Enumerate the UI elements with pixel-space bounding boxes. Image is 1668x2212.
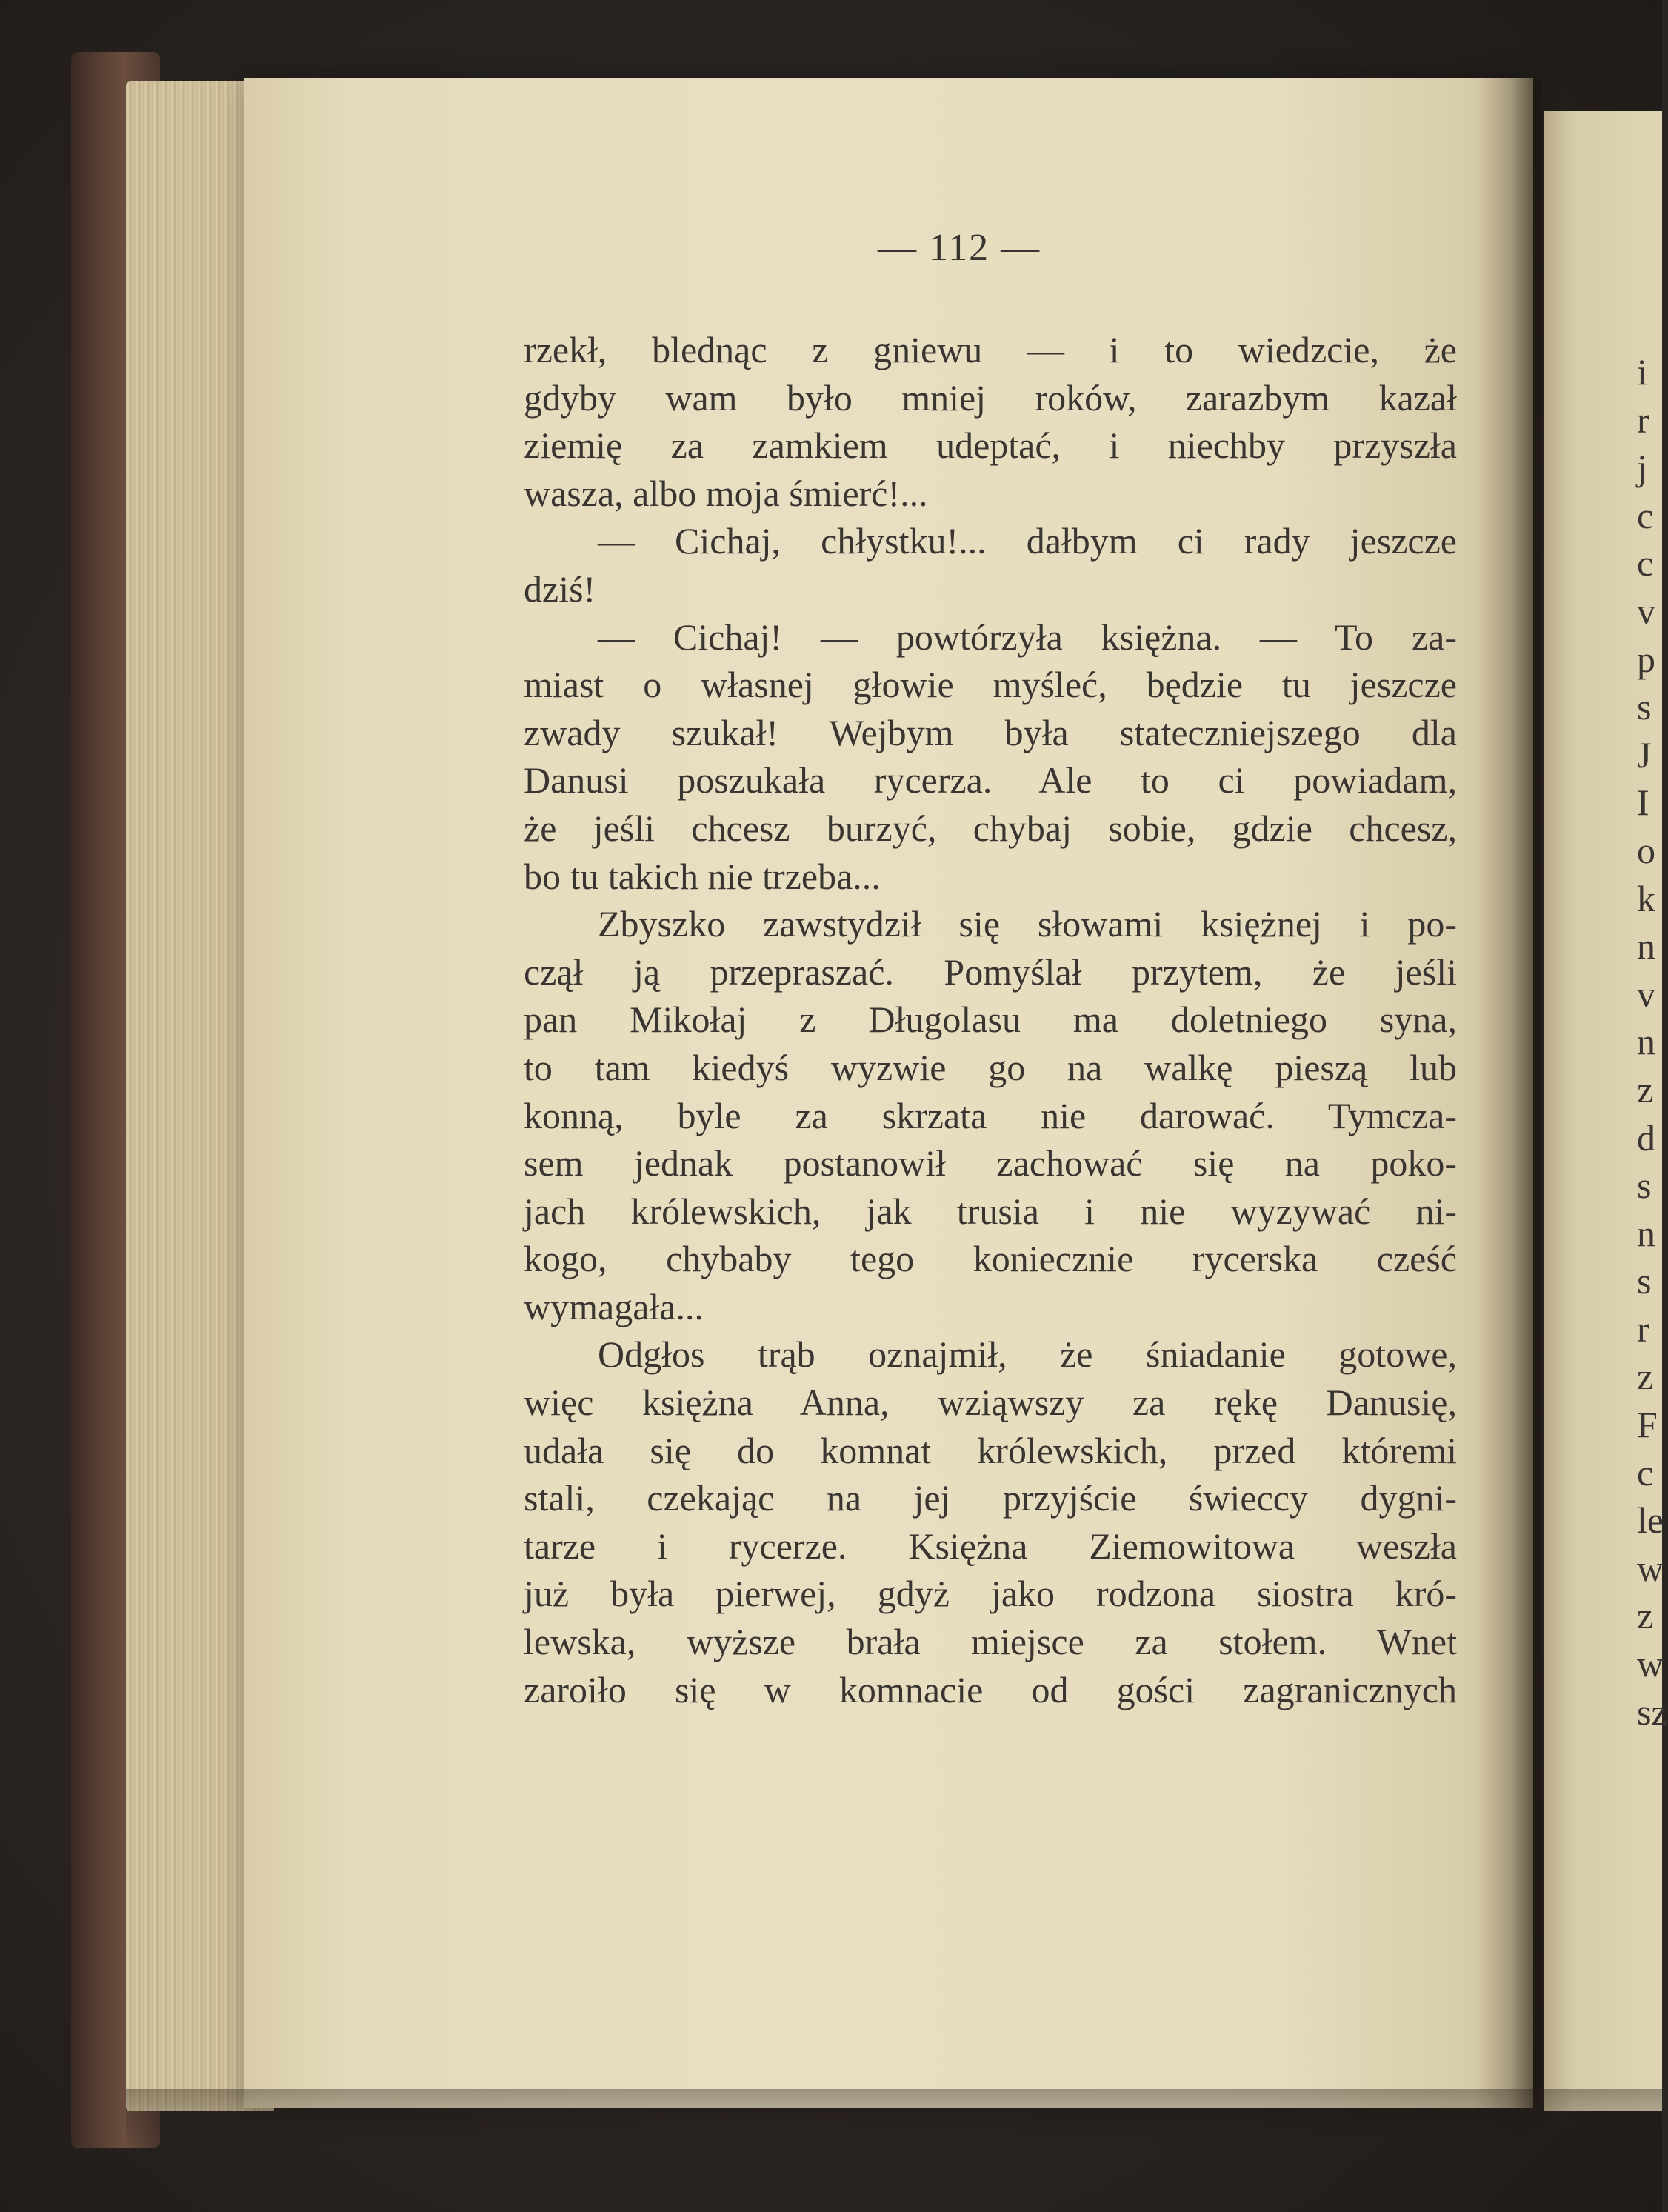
- facing-text-fragment: le: [1637, 1499, 1664, 1542]
- book-gutter: [1474, 78, 1541, 2108]
- facing-text-fragment: j: [1637, 447, 1647, 489]
- text-line: czął ją przepraszać. Pomyślał przytem, że jeśli: [524, 950, 1457, 993]
- facing-text-fragment: k: [1637, 877, 1655, 919]
- text-line: zwady szukał! Wejbym była stateczniejszego dla: [524, 711, 1457, 753]
- text-line: Odgłos trąb oznajmił, że śniadanie gotowe,: [598, 1333, 1457, 1376]
- facing-text-fragment: n: [1637, 1021, 1655, 1063]
- text-line: bo tu takich nie trzeba...: [524, 855, 881, 897]
- text-line: pan Mikołaj z Długolasu ma doletniego syna,: [524, 999, 1457, 1041]
- facing-text-fragment: s: [1637, 1260, 1652, 1302]
- facing-text-fragment: c: [1637, 494, 1654, 536]
- bottom-shadow: [126, 2089, 1662, 2148]
- facing-text-fragment: n: [1637, 1212, 1655, 1254]
- facing-text-fragment: r: [1637, 399, 1649, 441]
- text-line: wymagała...: [524, 1285, 704, 1327]
- facing-text-fragment: v: [1637, 590, 1655, 632]
- facing-text-fragment: n: [1637, 925, 1655, 967]
- text-line: rzekł, blednąc z gniewu — i to wiedzcie, że: [524, 329, 1457, 370]
- text-line: kogo, chybaby tego koniecznie rycerska cześć: [524, 1238, 1457, 1280]
- facing-text-fragment: z: [1637, 1595, 1654, 1637]
- text-line: Zbyszko zawstydził się słowami księżnej i po-: [598, 903, 1457, 945]
- page-number: — 112 —: [878, 227, 1041, 269]
- facing-text-fragment: c: [1637, 542, 1654, 584]
- text-line: to tam kiedyś wyzwie go na walkę pieszą lub: [524, 1046, 1457, 1088]
- facing-text-fragment: w: [1637, 1643, 1664, 1685]
- text-line: że jeśli chcesz burzyć, chybaj sobie, gdzie chcesz,: [524, 807, 1457, 849]
- text-line: stali, czekając na jej przyjście świeccy dygni-: [524, 1477, 1457, 1519]
- page-text: [524, 326, 1457, 1713]
- facing-text-fragment: z: [1637, 1068, 1654, 1110]
- facing-text-fragment: s: [1637, 1165, 1652, 1207]
- text-line: tarze i rycerze. Księżna Ziemowitowa weszła: [524, 1525, 1457, 1567]
- facing-text-fragment: F: [1637, 1404, 1658, 1446]
- facing-page-text: [1637, 348, 1668, 1736]
- facing-text-fragment: s: [1637, 686, 1652, 728]
- facing-text-fragment: o: [1637, 829, 1655, 871]
- facing-text-fragment: w: [1637, 1547, 1664, 1589]
- text-line: Danusi poszukała rycerza. Ale to ci powiadam,: [524, 759, 1457, 802]
- text-line: dziś!: [524, 567, 596, 610]
- facing-text-fragment: z: [1637, 1356, 1654, 1398]
- text-line: gdyby wam było mniej roków, zarazbym kazał: [524, 376, 1457, 419]
- text-line: udała się do komnat królewskich, przed któremi: [524, 1429, 1457, 1471]
- text-line: ziemię za zamkiem udeptać, i niechby przyszła: [524, 424, 1457, 467]
- facing-text-fragment: J: [1637, 733, 1652, 776]
- text-line: konną, byle za skrzata nie darować. Tymcza-: [524, 1094, 1457, 1136]
- text-line: już była pierwej, gdyż jako rodzona siostra kró-: [524, 1573, 1457, 1615]
- facing-text-fragment: v: [1637, 973, 1655, 1015]
- text-line: zaroiło się w komnacie od gości zagranicznych: [524, 1668, 1457, 1710]
- facing-text-fragment: r: [1637, 1307, 1649, 1350]
- text-line: — Cichaj, chłystku!... dałbym ci rady jeszcze: [598, 520, 1457, 562]
- text-line: — Cichaj! — powtórzyła księżna. — To za-: [598, 616, 1457, 658]
- text-line: jach królewskich, jak trusia i nie wyzywać ni-: [524, 1190, 1457, 1232]
- facing-text-fragment: p: [1637, 638, 1655, 680]
- text-line: wasza, albo moja śmierć!...: [524, 472, 928, 514]
- facing-text-fragment: i: [1637, 351, 1647, 393]
- text-line: więc księżna Anna, wziąwszy za rękę Danusię,: [524, 1382, 1457, 1424]
- text-line: lewska, wyższe brała miejsce za stołem. Wnet: [524, 1621, 1457, 1663]
- text-line: sem jednak postanowił zachować się na poko-: [524, 1142, 1457, 1185]
- facing-text-fragment: c: [1637, 1451, 1654, 1493]
- facing-text-fragment: sz: [1637, 1690, 1668, 1733]
- facing-text-fragment: I: [1637, 782, 1649, 824]
- facing-text-fragment: d: [1637, 1116, 1655, 1159]
- text-line: miast o własnej głowie myśleć, będzie tu jeszcze: [524, 664, 1457, 706]
